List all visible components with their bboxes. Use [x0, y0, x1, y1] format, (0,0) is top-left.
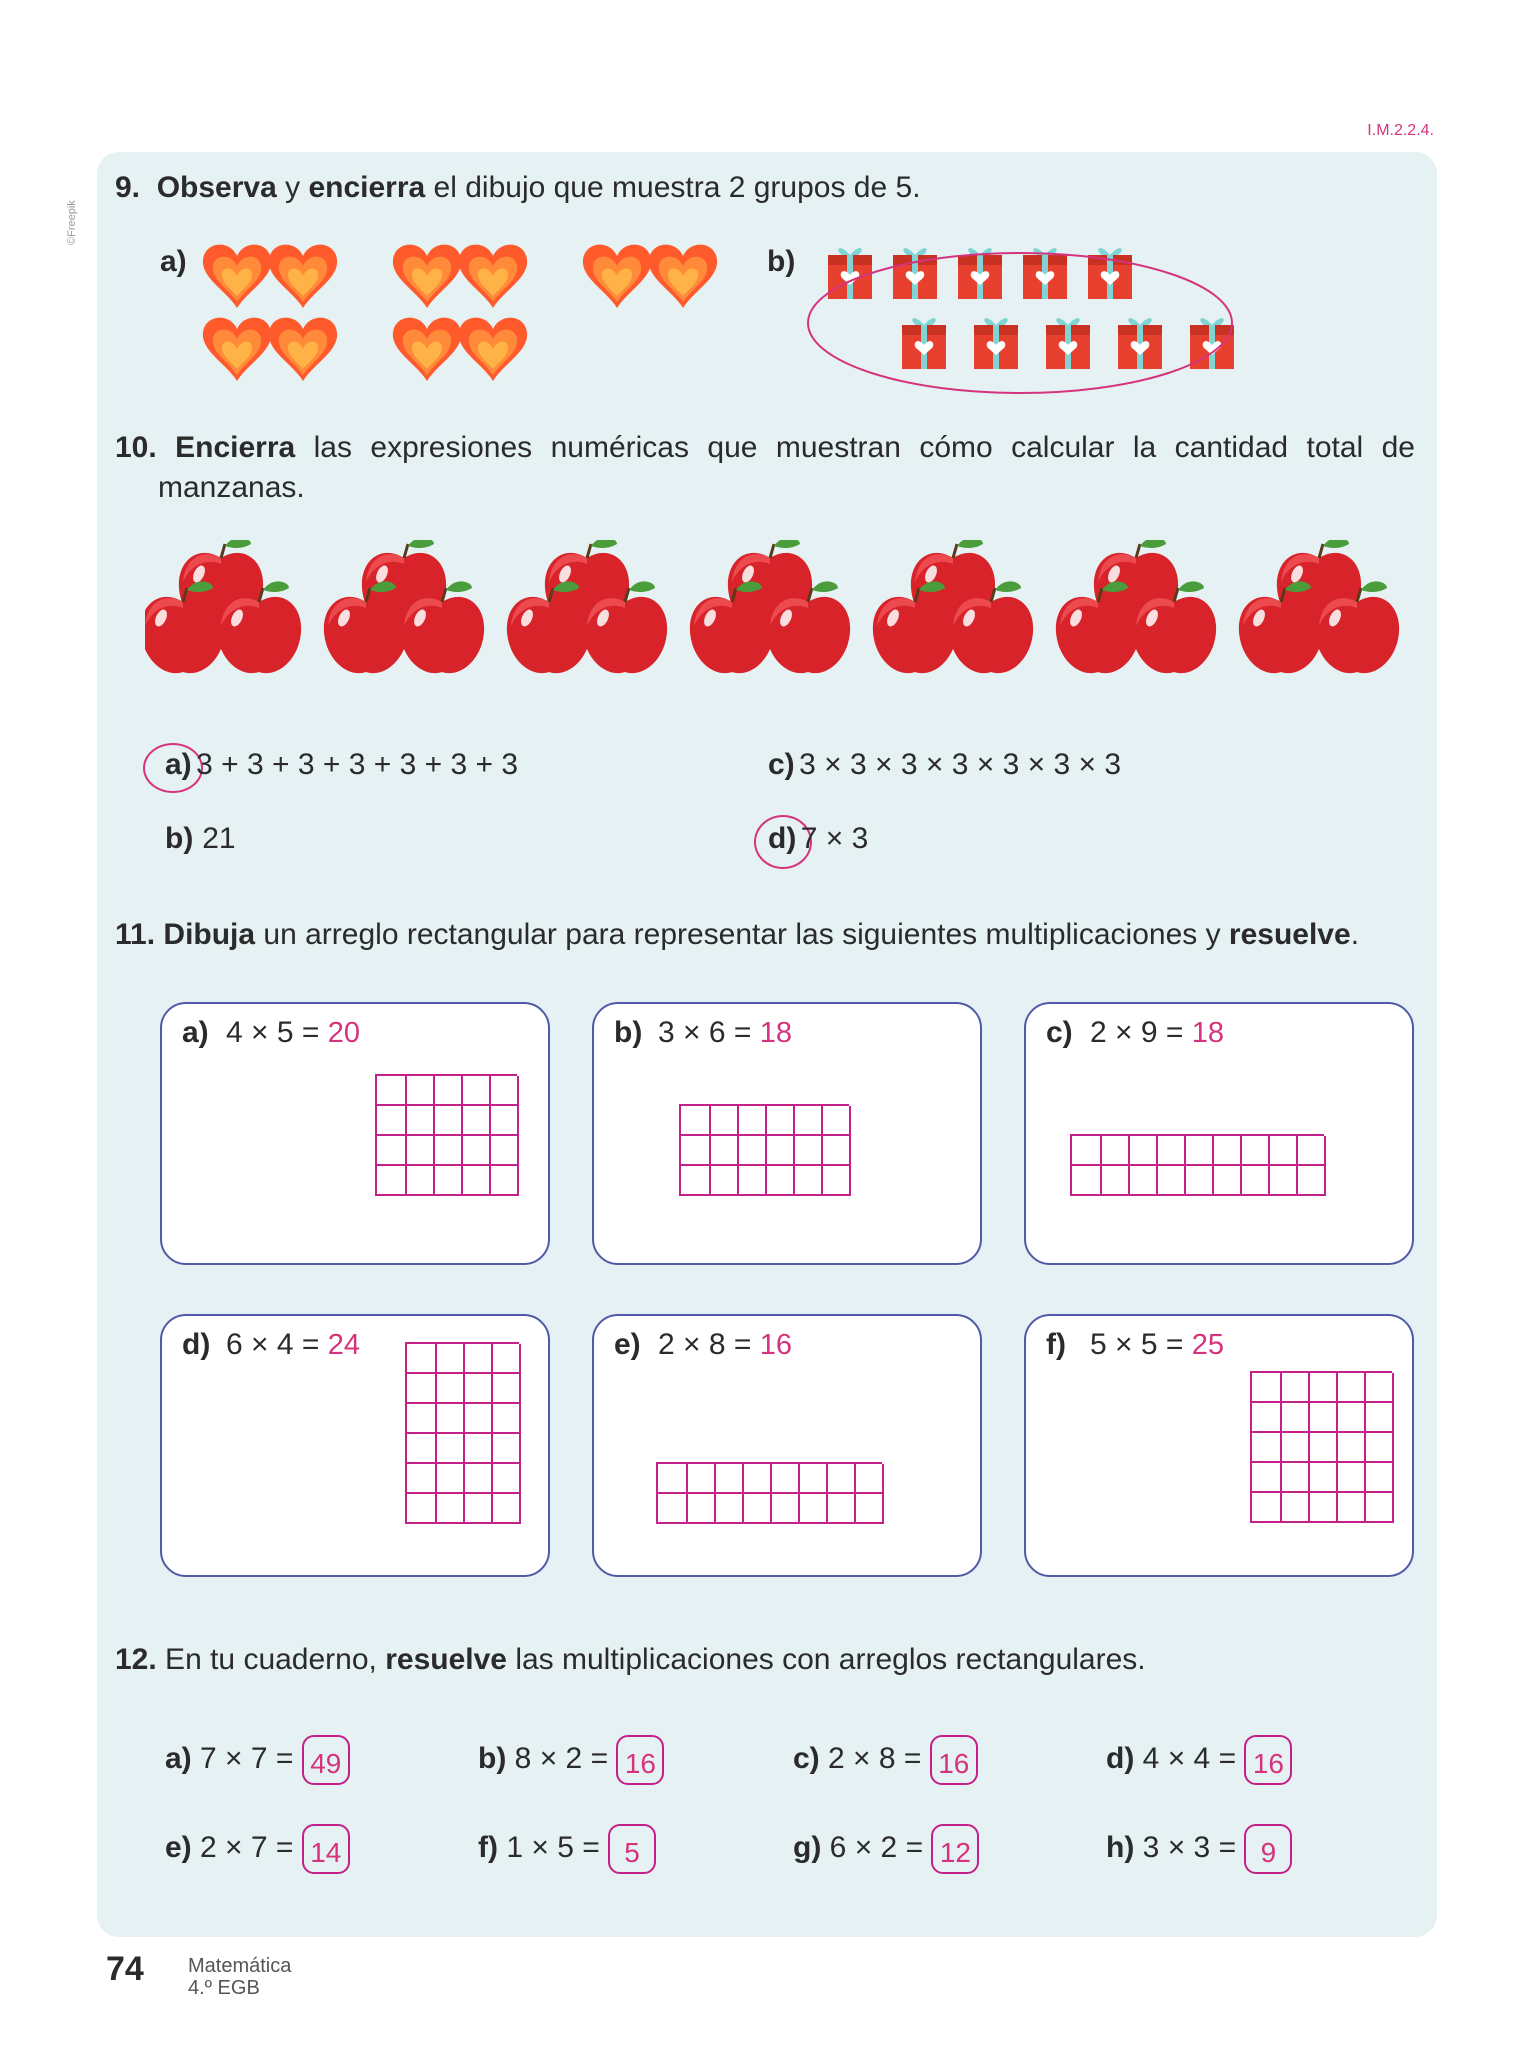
card-d-answer: 24: [327, 1329, 361, 1361]
grid-cell: [491, 1494, 521, 1524]
array-grid-e: [656, 1462, 882, 1524]
q12-d-expr: 4 × 4 =: [1142, 1741, 1237, 1775]
card-a-label: a): [182, 1016, 209, 1049]
grid-cell: [377, 1076, 407, 1106]
grid-cell: [826, 1494, 856, 1524]
q12-item-e: [165, 1824, 350, 1874]
grid-cell: [1252, 1373, 1282, 1403]
grid-cell: [407, 1404, 437, 1434]
q9-text-1: y: [276, 171, 309, 204]
q10-option-b-label: b): [165, 822, 194, 855]
heart-icon: [269, 318, 337, 381]
heart-icon: [649, 245, 717, 308]
q11-bold-1: Dibuja: [163, 918, 256, 951]
grid-cell: [686, 1464, 716, 1494]
subject-name: Matemática: [188, 1955, 292, 1977]
grid-cell: [709, 1106, 739, 1136]
grid-cell: [742, 1464, 772, 1494]
q10-prompt-line2: manzanas.: [158, 471, 305, 504]
grid-cell: [491, 1344, 521, 1374]
grid-cell: [1280, 1433, 1310, 1463]
q12-g-label: g): [793, 1830, 822, 1864]
q11-bold-2: resuelve: [1228, 918, 1351, 951]
grid-cell: [435, 1494, 465, 1524]
card-f-answer: 25: [1191, 1329, 1225, 1361]
grid-cell: [1336, 1433, 1366, 1463]
heart-icon: [203, 318, 271, 381]
q12-item-g: [793, 1824, 979, 1874]
q12-bold-1: resuelve: [385, 1643, 507, 1676]
q12-b-label: b): [478, 1741, 507, 1775]
grid-cell: [377, 1136, 407, 1166]
gift-icon: [893, 248, 937, 299]
q12-b-expr: 8 × 2 =: [514, 1741, 609, 1775]
q9-label-b: b): [767, 245, 796, 278]
q12-a-answer: 49: [302, 1735, 350, 1785]
grid-cell: [1252, 1433, 1282, 1463]
q12-item-d: [1106, 1735, 1292, 1785]
grid-cell: [681, 1136, 711, 1166]
grid-cell: [1308, 1433, 1338, 1463]
card-b-answer: 18: [759, 1017, 793, 1049]
grid-cell: [1072, 1136, 1102, 1166]
q10-option-a-label: a): [165, 748, 192, 781]
grid-cell: [463, 1464, 493, 1494]
q10-option-c-label: c): [768, 748, 795, 781]
card-d-expr: [226, 1328, 360, 1362]
q12-h-answer: 9: [1244, 1824, 1292, 1874]
grid-cell: [821, 1106, 851, 1136]
card-b-expr: [658, 1016, 792, 1050]
grid-cell: [461, 1166, 491, 1196]
grid-cell: [491, 1464, 521, 1494]
card-c-answer: 18: [1191, 1017, 1225, 1049]
q12-e-expr: 2 × 7 =: [200, 1830, 294, 1864]
card-a-answer: 20: [327, 1017, 361, 1049]
grid-cell: [1280, 1493, 1310, 1523]
grid-cell: [770, 1494, 800, 1524]
q10-bold-1: Encierra: [175, 431, 296, 464]
grid-cell: [1252, 1463, 1282, 1493]
grid-cell: [798, 1494, 828, 1524]
grid-cell: [1336, 1493, 1366, 1523]
gift-icon: [1118, 318, 1162, 369]
grid-cell: [407, 1494, 437, 1524]
grid-cell: [407, 1434, 437, 1464]
grid-cell: [681, 1106, 711, 1136]
grid-cell: [433, 1166, 463, 1196]
q10-option-a-expr: 3 + 3 + 3 + 3 + 3 + 3 + 3: [196, 748, 519, 781]
grid-cell: [377, 1106, 407, 1136]
array-grid-c: [1070, 1134, 1324, 1196]
card-c-expression: 2 × 9 =: [1090, 1016, 1184, 1049]
grid-cell: [1128, 1136, 1158, 1166]
grid-cell: [405, 1166, 435, 1196]
q10-option-b-expr: 21: [202, 822, 236, 855]
grid-cell: [1364, 1403, 1394, 1433]
card-d: [160, 1314, 550, 1577]
q12-h-expr: 3 × 3 =: [1142, 1830, 1237, 1864]
grid-cell: [489, 1106, 519, 1136]
grid-cell: [1156, 1136, 1186, 1166]
grid-cell: [433, 1136, 463, 1166]
grid-cell: [1364, 1493, 1394, 1523]
card-f: [1024, 1314, 1414, 1577]
q12-d-answer: 16: [1244, 1735, 1292, 1785]
grid-cell: [461, 1136, 491, 1166]
page-number: 74: [106, 1950, 144, 1988]
card-a: [160, 1002, 550, 1265]
grid-cell: [1072, 1166, 1102, 1196]
grid-cell: [435, 1434, 465, 1464]
array-grid-f: [1250, 1371, 1392, 1523]
apples-drawing: [145, 540, 1415, 700]
grid-cell: [1156, 1166, 1186, 1196]
heart-icon: [393, 245, 461, 308]
grid-cell: [407, 1374, 437, 1404]
q12-e-answer: 14: [302, 1824, 350, 1874]
q12-d-label: d): [1106, 1741, 1135, 1775]
grid-cell: [1212, 1166, 1242, 1196]
card-f-label: f): [1046, 1328, 1066, 1361]
array-grid-d: [405, 1342, 519, 1524]
grid-cell: [463, 1374, 493, 1404]
image-credit: ©Freepik: [66, 200, 78, 245]
grid-cell: [489, 1166, 519, 1196]
card-c-expr: [1090, 1016, 1224, 1050]
grid-cell: [1308, 1373, 1338, 1403]
card-a-expr: [226, 1016, 360, 1050]
q11-number: 11.: [115, 918, 156, 951]
card-e-expression: 2 × 8 =: [658, 1328, 752, 1361]
grid-cell: [405, 1076, 435, 1106]
grid-cell: [765, 1166, 795, 1196]
grid-cell: [1100, 1136, 1130, 1166]
q10-option-a: [165, 748, 518, 782]
grid-cell: [433, 1076, 463, 1106]
q10-option-b: [165, 822, 236, 856]
q12-f-label: f): [478, 1830, 498, 1864]
grid-cell: [489, 1076, 519, 1106]
grid-cell: [377, 1166, 407, 1196]
grid-cell: [463, 1434, 493, 1464]
grid-cell: [709, 1136, 739, 1166]
grid-cell: [1268, 1166, 1298, 1196]
heart-icon: [459, 318, 527, 381]
q12-f-answer: 5: [608, 1824, 656, 1874]
grid-cell: [1336, 1463, 1366, 1493]
grid-cell: [461, 1076, 491, 1106]
gifts-drawing: [800, 235, 1240, 410]
grid-cell: [435, 1374, 465, 1404]
q11-text-1: un arreglo rectangular para representar las siguientes multiplicaciones y: [255, 918, 1229, 951]
q10-option-c-expr: 3 × 3 × 3 × 3 × 3 × 3 × 3: [799, 748, 1122, 781]
grid-cell: [1128, 1166, 1158, 1196]
grid-cell: [798, 1464, 828, 1494]
grid-cell: [1308, 1463, 1338, 1493]
q11-text-2: .: [1350, 918, 1360, 951]
grid-cell: [1308, 1403, 1338, 1433]
q12-text-2: las multiplicaciones con arreglos rectangulares.: [506, 1643, 1146, 1676]
card-e-label: e): [614, 1328, 641, 1361]
grid-cell: [1240, 1136, 1270, 1166]
grid-cell: [1308, 1493, 1338, 1523]
q12-item-a: [165, 1735, 350, 1785]
grid-cell: [737, 1136, 767, 1166]
grid-cell: [709, 1166, 739, 1196]
grid-cell: [407, 1344, 437, 1374]
q12-c-label: c): [793, 1741, 820, 1775]
grid-cell: [793, 1136, 823, 1166]
q9-prompt: [115, 168, 921, 208]
grid-cell: [1364, 1433, 1394, 1463]
grid-cell: [463, 1404, 493, 1434]
grid-cell: [1280, 1463, 1310, 1493]
q9-number: 9.: [115, 171, 141, 204]
subject-info: [188, 1955, 291, 1999]
grid-cell: [1268, 1136, 1298, 1166]
grid-cell: [1364, 1463, 1394, 1493]
grid-cell: [821, 1166, 851, 1196]
q12-item-f: [478, 1824, 656, 1874]
grid-cell: [463, 1494, 493, 1524]
q12-g-answer: 12: [931, 1824, 979, 1874]
heart-icon: [459, 245, 527, 308]
card-f-expression: 5 × 5 =: [1090, 1328, 1184, 1361]
grid-cell: [1336, 1403, 1366, 1433]
card-b-expression: 3 × 6 =: [658, 1016, 752, 1049]
card-b: [592, 1002, 982, 1265]
grid-cell: [491, 1404, 521, 1434]
q12-item-b: [478, 1735, 664, 1785]
q12-e-label: e): [165, 1830, 192, 1864]
q12-item-h: [1106, 1824, 1292, 1874]
grid-cell: [491, 1374, 521, 1404]
grid-cell: [1100, 1166, 1130, 1196]
q11-prompt: [115, 915, 1359, 955]
q12-c-answer: 16: [930, 1735, 978, 1785]
grid-cell: [821, 1136, 851, 1166]
grid-cell: [681, 1166, 711, 1196]
grid-cell: [1280, 1403, 1310, 1433]
grid-cell: [1296, 1136, 1326, 1166]
grid-cell: [854, 1464, 884, 1494]
card-d-label: d): [182, 1328, 211, 1361]
grid-cell: [489, 1136, 519, 1166]
gift-icon: [974, 318, 1018, 369]
gift-icon: [828, 248, 872, 299]
grid-cell: [793, 1106, 823, 1136]
q9-label-a: a): [160, 245, 187, 278]
card-e: [592, 1314, 982, 1577]
grid-cell: [770, 1464, 800, 1494]
grid-cell: [765, 1106, 795, 1136]
q12-c-expr: 2 × 8 =: [828, 1741, 922, 1775]
grade-level: 4.º EGB: [188, 1977, 260, 1999]
grid-cell: [714, 1464, 744, 1494]
q10-number: 10.: [115, 431, 157, 464]
q10-text-1: las expresiones numéricas que muestran cómo calcular la cantidad total de: [295, 431, 1415, 464]
gift-icon: [1088, 248, 1132, 299]
grid-cell: [1364, 1373, 1394, 1403]
heart-icon: [203, 245, 271, 308]
grid-cell: [463, 1344, 493, 1374]
grid-cell: [1252, 1403, 1282, 1433]
gifts-circle-mark: [808, 253, 1232, 393]
q12-prompt: [115, 1640, 1146, 1680]
gift-icon: [1046, 318, 1090, 369]
grid-cell: [854, 1494, 884, 1524]
indicator-code: I.M.2.2.4.: [1367, 122, 1434, 139]
grid-cell: [1212, 1136, 1242, 1166]
heart-icon: [269, 245, 337, 308]
q9-text-2: el dibujo que muestra 2 grupos de 5.: [425, 171, 921, 204]
grid-cell: [658, 1494, 688, 1524]
q12-a-expr: 7 × 7 =: [200, 1741, 294, 1775]
q10-option-c: [768, 748, 1121, 782]
grid-cell: [435, 1344, 465, 1374]
grid-cell: [1336, 1373, 1366, 1403]
card-e-answer: 16: [759, 1329, 793, 1361]
card-b-label: b): [614, 1016, 643, 1049]
q12-text-1: En tu cuaderno,: [156, 1643, 386, 1676]
grid-cell: [765, 1136, 795, 1166]
grid-cell: [435, 1464, 465, 1494]
q12-item-c: [793, 1735, 978, 1785]
grid-cell: [1184, 1166, 1214, 1196]
card-d-expression: 6 × 4 =: [226, 1328, 320, 1361]
card-a-expression: 4 × 5 =: [226, 1016, 320, 1049]
grid-cell: [714, 1494, 744, 1524]
q10-option-d-label: d): [768, 822, 797, 855]
gift-icon: [902, 318, 946, 369]
grid-cell: [491, 1434, 521, 1464]
array-grid-a: [375, 1074, 517, 1196]
card-c: [1024, 1002, 1414, 1265]
q10-option-d: [768, 822, 868, 856]
card-f-expr: [1090, 1328, 1224, 1362]
card-e-expr: [658, 1328, 792, 1362]
q12-b-answer: 16: [616, 1735, 664, 1785]
grid-cell: [407, 1464, 437, 1494]
grid-cell: [1184, 1136, 1214, 1166]
grid-cell: [793, 1166, 823, 1196]
grid-cell: [461, 1106, 491, 1136]
grid-cell: [686, 1494, 716, 1524]
q12-g-expr: 6 × 2 =: [829, 1830, 924, 1864]
hearts-drawing: [195, 238, 735, 388]
grid-cell: [826, 1464, 856, 1494]
grid-cell: [405, 1136, 435, 1166]
grid-cell: [1296, 1166, 1326, 1196]
gift-icon: [1023, 248, 1067, 299]
q12-f-expr: 1 × 5 =: [506, 1830, 600, 1864]
heart-icon: [583, 245, 651, 308]
array-grid-b: [679, 1104, 849, 1196]
grid-cell: [658, 1464, 688, 1494]
card-c-label: c): [1046, 1016, 1073, 1049]
grid-cell: [405, 1106, 435, 1136]
grid-cell: [737, 1166, 767, 1196]
grid-cell: [737, 1106, 767, 1136]
grid-cell: [1280, 1373, 1310, 1403]
grid-cell: [435, 1404, 465, 1434]
q9-bold-1: Observa: [156, 171, 277, 204]
grid-cell: [1252, 1493, 1282, 1523]
heart-icon: [393, 318, 461, 381]
q10-option-d-expr: 7 × 3: [800, 822, 869, 855]
q12-h-label: h): [1106, 1830, 1135, 1864]
q10-prompt-line1: [115, 428, 1415, 468]
grid-cell: [433, 1106, 463, 1136]
grid-cell: [1240, 1166, 1270, 1196]
grid-cell: [742, 1494, 772, 1524]
q12-number: 12.: [115, 1643, 157, 1676]
q12-a-label: a): [165, 1741, 192, 1775]
q9-bold-2: encierra: [308, 171, 426, 204]
